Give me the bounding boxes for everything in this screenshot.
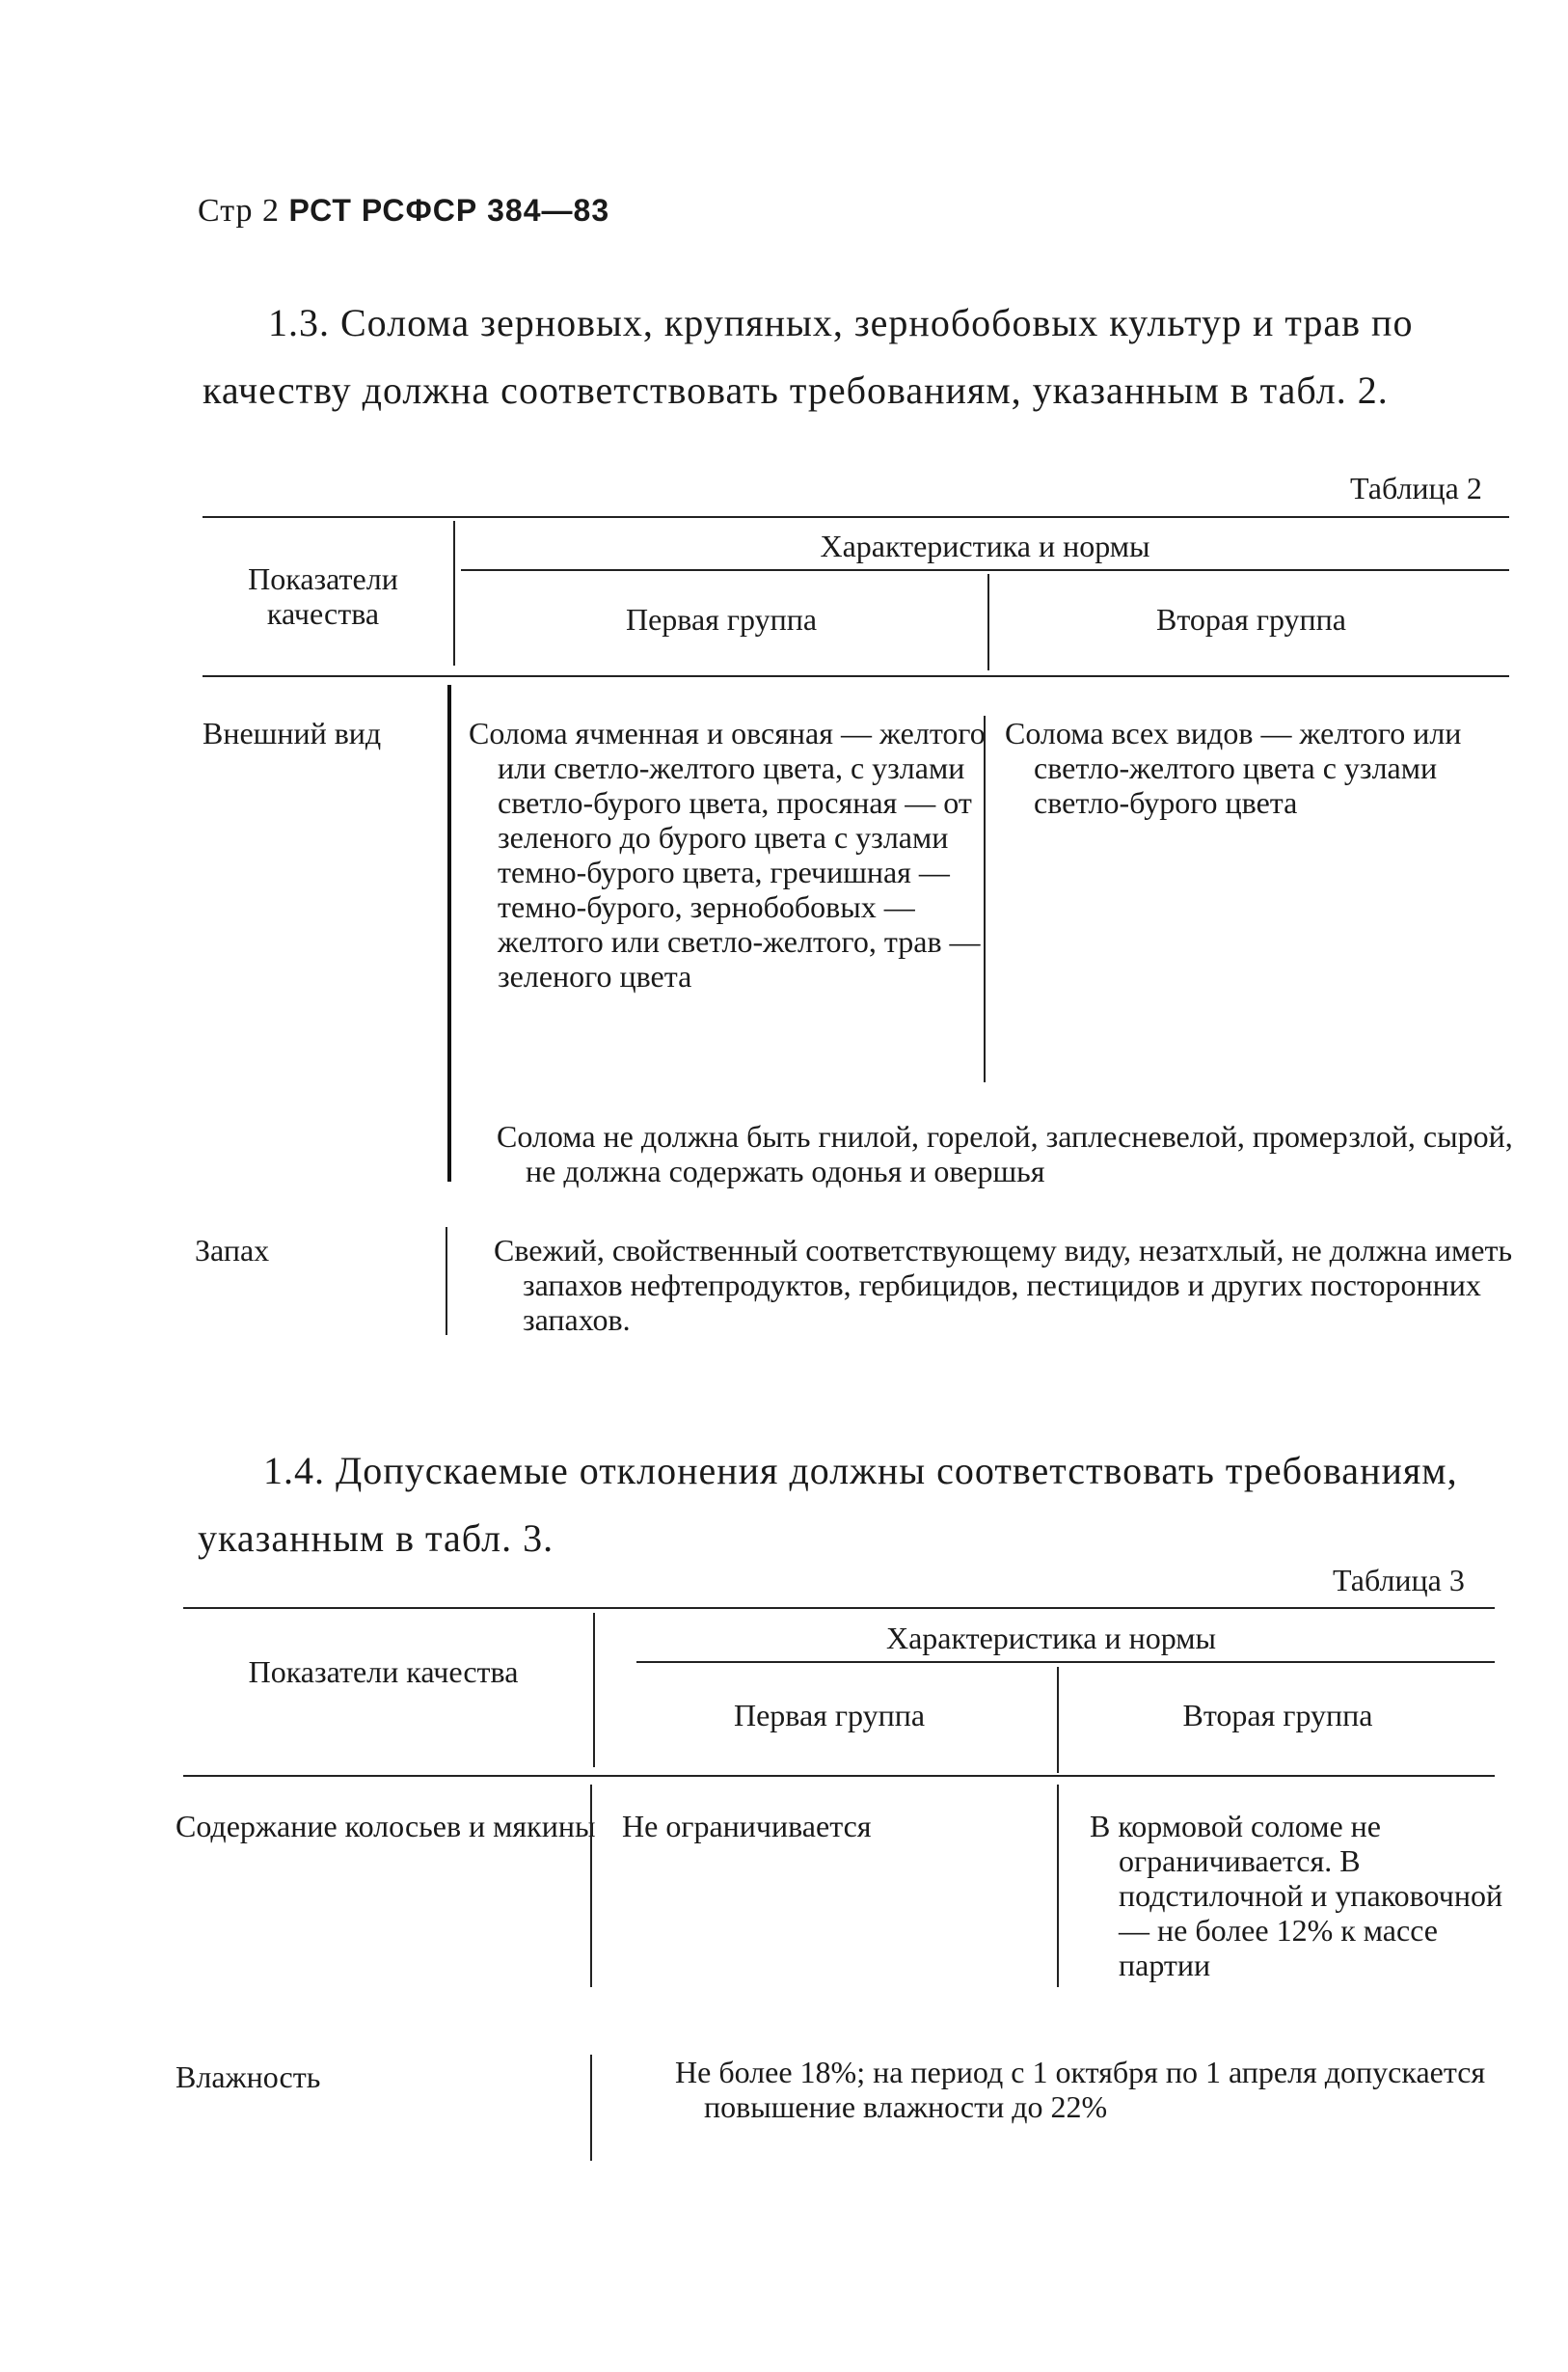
table2-col-second: Вторая группа xyxy=(1156,602,1346,637)
table2-col-group-header: Характеристика и нормы xyxy=(820,529,1150,563)
table3-row2-common: Не более 18%; на период с 1 октября по 1 апреля допускается повышение влажности до 22% xyxy=(675,2055,1486,2124)
table3-subheader-rule xyxy=(636,1661,1495,1663)
table3-row1-first: Не ограничивается xyxy=(622,1809,872,1843)
table3-row2-divider xyxy=(590,2055,592,2161)
page-number: Стр 2 xyxy=(198,193,281,229)
standard-code: РСТ РСФСР 384—83 xyxy=(288,193,610,228)
table3-header-divider xyxy=(593,1613,595,1767)
section-1-3 xyxy=(203,289,1524,424)
table2-group-divider xyxy=(987,574,989,670)
table3-top-rule xyxy=(183,1607,1495,1609)
table3-col-group-header: Характеристика и нормы xyxy=(885,1621,1217,1655)
table2-header-rule xyxy=(203,675,1509,677)
table2-header-divider xyxy=(453,521,455,666)
table3-col-first: Первая группа xyxy=(733,1698,926,1732)
table2-row2-common: Свежий, свойственный соответствующему виду, незатхлый, не должна иметь запахов нефтепродуктов, гербицидов, пестицидов и других посторонних запахов. xyxy=(494,1233,1513,1337)
table2-row1-group-divider xyxy=(984,716,986,1082)
section-1-4-text: 1.4. Допускаемые отклонения должны соответствовать требованиям, указанным в табл. 3. xyxy=(198,1449,1458,1560)
table3-group-divider xyxy=(1057,1667,1059,1773)
table2-caption: Таблица 2 xyxy=(1350,471,1482,505)
table3-row1-second: В кормовой соломе не ограничивается. В подстилочной и упаковочной — не более 12% к массе партии xyxy=(1090,1809,1503,1982)
table2-col-indicator: Показатели качества xyxy=(248,561,398,631)
section-1-4 xyxy=(198,1437,1528,1572)
table2-row1-first: Солома ячменная и овсяная — желтого или светло-желтого цвета, с узлами светло-бурого цвета, просяная — от зеленого до бурого цвета с узлами темно-бурого цвета, гречишная — темно-бурого, зернобобовых — желтого или светло-желтого, трав — зеленого цвета xyxy=(469,716,986,994)
table3-row1-indicator: Содержание колосьев и мякины xyxy=(176,1809,596,1843)
table2-subheader-rule xyxy=(461,569,1509,571)
section-1-3-text: 1.3. Солома зерновых, крупяных, зернобобовых культур и трав по качеству должна соответствовать требованиям, указанным в табл. 2. xyxy=(203,301,1414,412)
table3-header-rule xyxy=(183,1775,1495,1777)
table2-row2-divider xyxy=(446,1227,447,1335)
table3-col-indicator: Показатели качества xyxy=(248,1654,519,1689)
page-header xyxy=(198,193,609,230)
table3-col-second: Вторая группа xyxy=(1182,1698,1373,1732)
table2-top-rule xyxy=(203,516,1509,518)
table2-row2-indicator: Запах xyxy=(195,1233,270,1268)
table3-row2-indicator: Влажность xyxy=(176,2059,321,2094)
table2-row1-divider xyxy=(447,685,451,1182)
table3-row1-divider xyxy=(590,1785,592,1987)
table3-caption: Таблица 3 xyxy=(1333,1563,1465,1597)
table2-col-first: Первая группа xyxy=(625,602,818,637)
table3-row1-group-divider xyxy=(1057,1785,1059,1987)
table2-row1-second: Солома всех видов — желтого или светло-желтого цвета с узлами светло-бурого цвета xyxy=(1005,716,1462,820)
table2-row1-indicator: Внешний вид xyxy=(203,716,382,750)
table2-row1-common: Солома не должна быть гнилой, горелой, заплесневелой, промерзлой, сырой, не должна содержать одонья и овершья xyxy=(497,1119,1513,1188)
